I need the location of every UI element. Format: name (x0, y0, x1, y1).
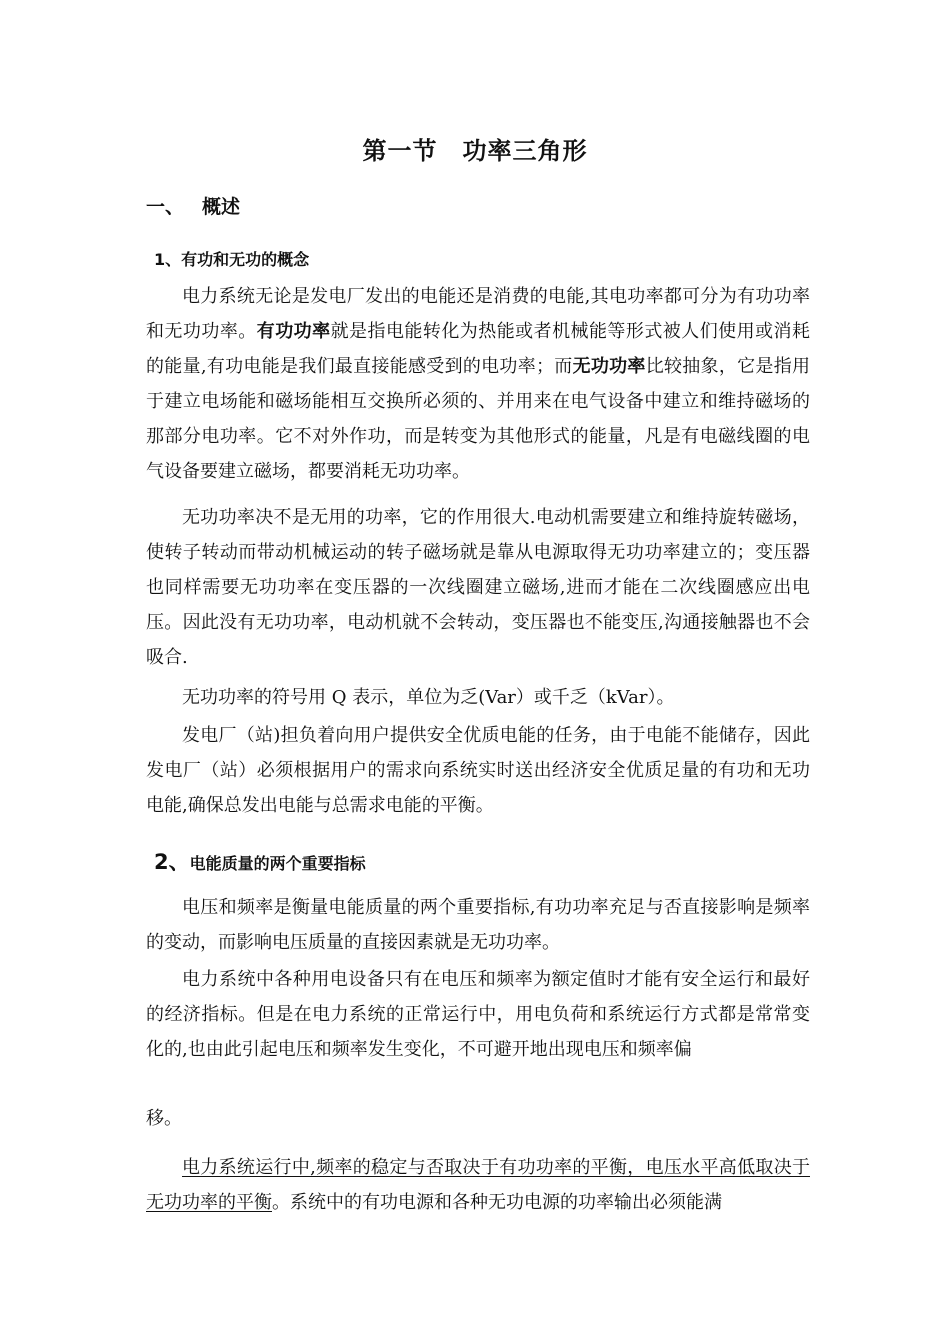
paragraph-7 (146, 1150, 810, 1220)
subsection-heading-2 (154, 846, 366, 876)
paragraph-text: 就是指电能转化为热能或者机械能等形式被人们使用或消耗的能量,有功电能是我们最直接能感受到的电功率；而 (146, 321, 811, 377)
paragraph-4: 发电厂（站)担负着向用户提供安全优质电能的任务，由于电能不能储存，因此发电厂（站）必须根据用户的需求向系统实时送出经济安全优质足量的有功和无功电能,确保总发出电能与总需求电能的平衡。 (146, 725, 810, 816)
subsection-number: 1、 (154, 250, 182, 269)
paragraph-6: 电力系统中各种用电设备只有在电压和频率为额定值时才能有安全运行和最好的经济指标。但是在电力系统的正常运行中，用电负荷和系统运行方式都是常常变化的,也由此引起电压和频率发生变化，不可避开地出现电压和频率偏 (146, 969, 810, 1060)
subsection-title: 电能质量的两个重要指标 (189, 854, 366, 873)
paragraph-6-tail: 移。 (146, 1108, 182, 1129)
subsection-title: 有功和无功的概念 (181, 250, 310, 269)
subsection-number: 2、 (154, 850, 190, 874)
paragraph-text: 电力系统无论是发电厂发出的电能还是消费的电能,其电功率都可分为有功功率和无功功率。 (146, 286, 810, 342)
bold-term-reactive-power: 无功功率 (572, 356, 646, 377)
subsection-heading-1 (154, 247, 309, 270)
underlined-statement: 电力系统运行中,频率的稳定与否取决于有功功率的平衡，电压水平高低取决于无功功率的平衡 (146, 1157, 810, 1213)
paragraph-text: 。系统中的有功电源和各种无功电源的功率输出必须能满 (272, 1192, 722, 1213)
paragraph-3: 无功功率的符号用 Q 表示，单位为乏(Var）或千乏（kVar）。 (182, 687, 675, 708)
paragraph-1 (146, 279, 810, 489)
section-title: 概述 (202, 196, 241, 218)
paragraph-5: 电压和频率是衡量电能质量的两个重要指标,有功功率充足与否直接影响是频率的变动，而影响电压质量的直接因素就是无功功率。 (146, 897, 810, 953)
paragraph-text: 比较抽象，它是指用于建立电场能和磁场能相互交换所必须的、并用来在电气设备中建立和维持磁场的那部分电功率。它不对外作功，而是转变为其他形式的能量，凡是有电磁线圈的电气设备要建立磁场，都要消耗无功功率。 (146, 356, 810, 482)
page-title: 第一节 功率三角形 (362, 137, 588, 165)
bold-term-active-power: 有功功率 (256, 321, 331, 342)
section-heading (146, 192, 240, 219)
section-number: 一、 (146, 196, 185, 218)
paragraph-2: 无功功率决不是无用的功率，它的作用很大.电动机需要建立和维持旋转磁场，使转子转动而带动机械运动的转子磁场就是靠从电源取得无功功率建立的；变压器也同样需要无功功率在变压器的一次线圈建立磁场,进而才能在二次线圈感应出电压。因此没有无功功率，电动机就不会转动，变压器也不能变压,沟通接触器也不会吸合. (146, 507, 810, 668)
